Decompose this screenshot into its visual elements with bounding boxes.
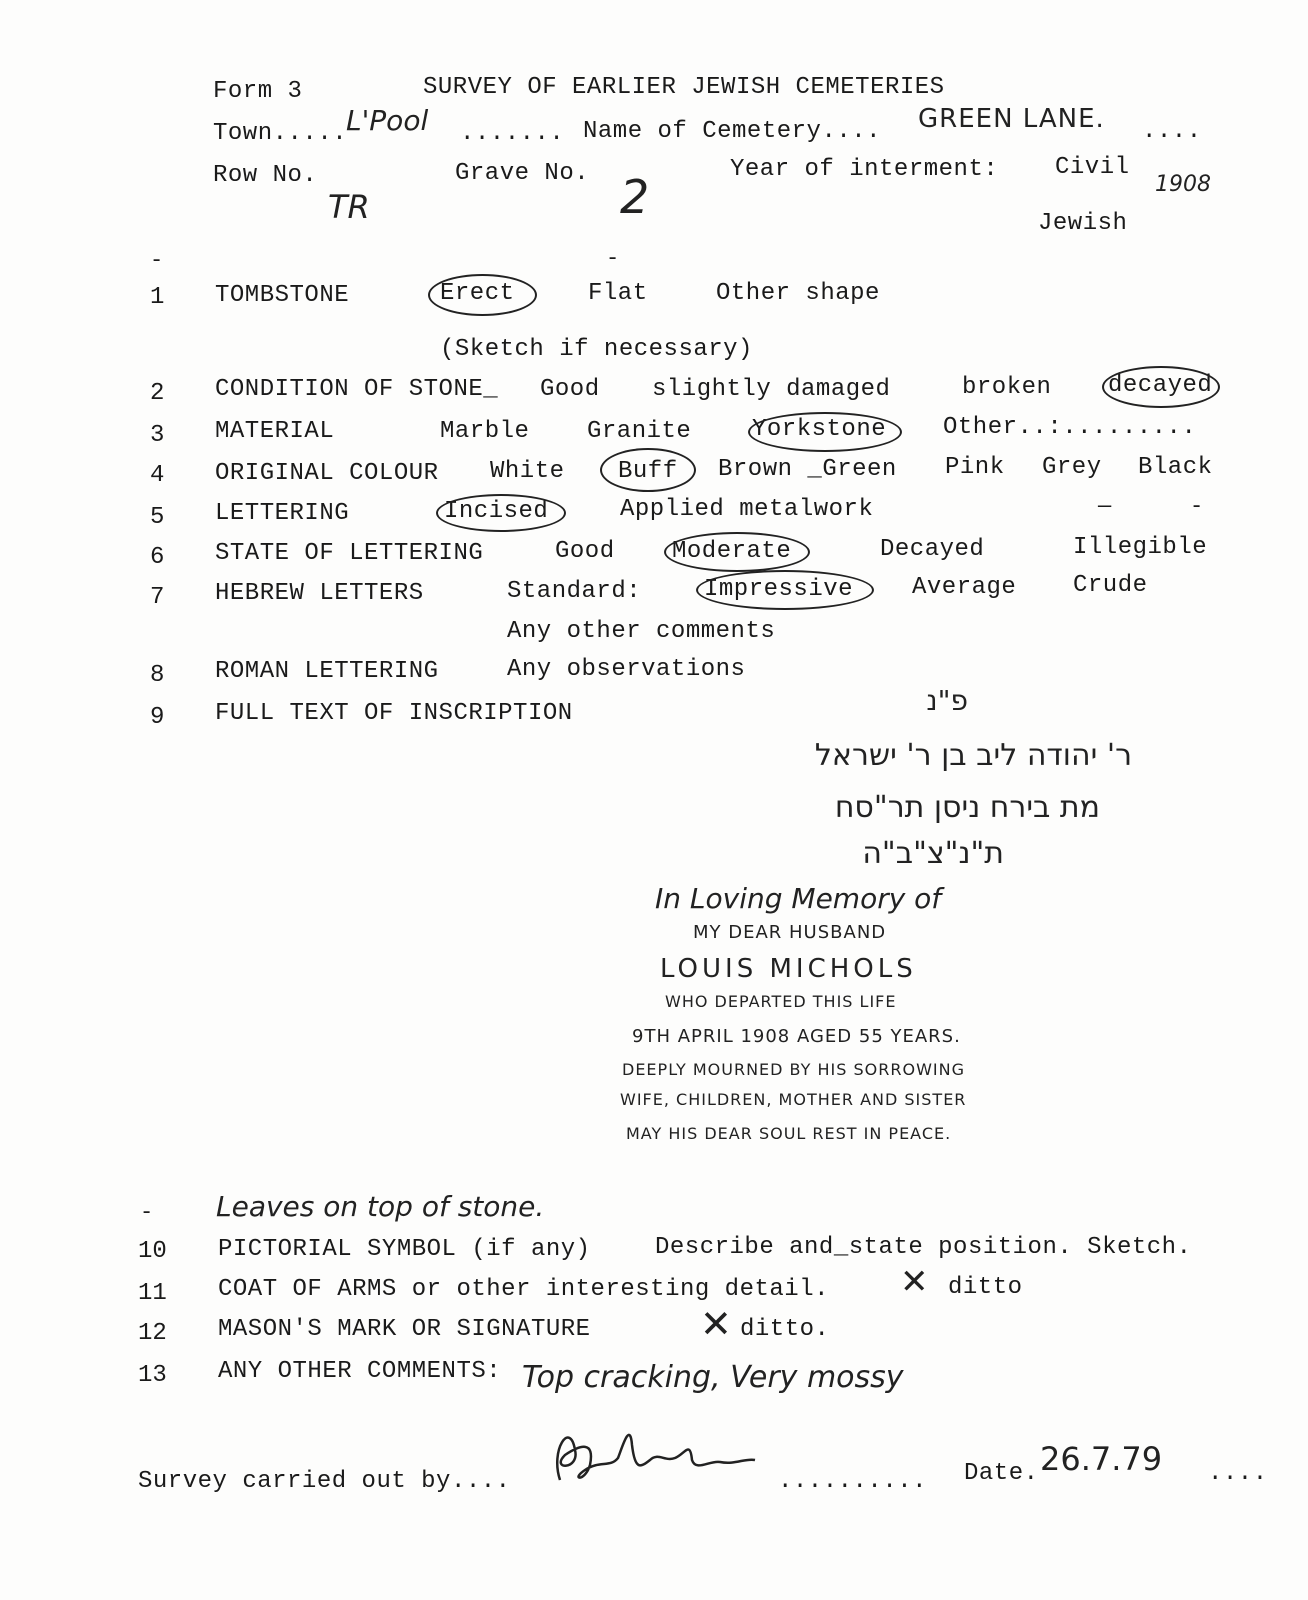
selection-circle [748, 412, 902, 452]
cemetery-label: Name of Cemetery.... [583, 118, 882, 145]
pictorial-symbol-note[interactable]: Leaves on top of stone. [216, 1190, 545, 1223]
cemetery-dots: .... [1142, 118, 1202, 145]
inscription-hebrew-line: מת בירח ניסן תר"סח [834, 790, 1100, 825]
surveyor-dots: .......... [778, 1468, 928, 1495]
selection-circle [428, 274, 537, 316]
town-dots: ....... [460, 120, 565, 147]
broken-option[interactable]: broken [962, 374, 1052, 401]
inscription-hebrew-line: ת"נ"צ"ב"ה [862, 836, 1004, 871]
average-option[interactable]: Average [912, 574, 1017, 601]
civil-label: Civil [1055, 154, 1130, 181]
inscription-hebrew-line: ר' יהודה ליב בן ר' ישראל [814, 738, 1132, 773]
cross-mark: ✕ [700, 1302, 732, 1346]
inscription-english-line: DEEPLY MOURNED BY HIS SORROWING [622, 1060, 965, 1079]
inscription-english-line: In Loving Memory of [655, 882, 942, 915]
jewish-label: Jewish [1038, 210, 1128, 237]
grey-option[interactable]: Grey [1042, 454, 1102, 481]
full-text-label: FULL TEXT OF INSCRIPTION [215, 700, 573, 727]
inscription-english-line: MY DEAR HUSBAND [693, 922, 887, 943]
decayed-lettering-option[interactable]: Decayed [880, 536, 985, 563]
margin-dash: - [606, 246, 620, 271]
margin-dash: - [1190, 494, 1204, 519]
item-number: 5 [150, 504, 165, 531]
inscription-english-line: LOUIS MICHOLS [660, 954, 917, 984]
inscription-english-line: 9TH APRIL 1908 AGED 55 YEARS. [632, 1026, 961, 1047]
other-comments-label: ANY OTHER COMMENTS: [218, 1358, 502, 1385]
roman-lettering-label: ROMAN LETTERING [215, 658, 439, 685]
row-label: Row No. [213, 162, 318, 189]
other-material-option[interactable]: Other..:......... [943, 414, 1197, 441]
masons-mark-ditto: ditto. [740, 1316, 830, 1343]
black-option[interactable]: Black [1138, 454, 1213, 481]
material-label: MATERIAL [215, 418, 335, 445]
white-option[interactable]: White [490, 458, 565, 485]
other-shape-option[interactable]: Other shape [716, 280, 880, 307]
civil-value[interactable]: 1908 [1155, 172, 1211, 197]
cemetery-value[interactable]: GREEN LANE. [918, 104, 1105, 134]
selection-circle [696, 570, 874, 610]
decayed-option[interactable]: decayed [1108, 372, 1213, 399]
granite-option[interactable]: Granite [587, 418, 692, 445]
coat-of-arms-ditto: ditto [948, 1274, 1023, 1301]
tombstone-label: TOMBSTONE [215, 282, 350, 309]
lettering-label: LETTERING [215, 500, 350, 527]
inscription-english-line: WHO DEPARTED THIS LIFE [665, 992, 897, 1011]
sketch-note: (Sketch if necessary) [440, 336, 753, 363]
cross-mark: ✕ [900, 1262, 929, 1302]
illegible-option[interactable]: Illegible [1073, 534, 1208, 561]
inscription-english-line: WIFE, CHILDREN, MOTHER AND SISTER [620, 1090, 967, 1109]
date-dots: .... [1208, 1460, 1268, 1487]
buff-option[interactable]: Buff [618, 458, 678, 485]
state-lettering-label: STATE OF LETTERING [215, 540, 484, 567]
item-number: 6 [150, 544, 165, 571]
date-label: Date. [964, 1460, 1039, 1487]
other-comments-value[interactable]: Top cracking, Very mossy [522, 1360, 904, 1395]
surveyor-signature [540, 1410, 770, 1490]
item-number: 8 [150, 662, 165, 689]
standard-label: Standard: [507, 578, 642, 605]
condition-label: CONDITION OF STONE_ [215, 376, 499, 403]
form-title: SURVEY OF EARLIER JEWISH CEMETERIES [423, 74, 945, 101]
margin-dash: — [1098, 494, 1112, 519]
grave-label: Grave No. [455, 160, 590, 187]
selection-circle [664, 532, 810, 572]
item-number: 1 [150, 284, 165, 311]
town-label: Town..... [213, 120, 348, 147]
grave-value[interactable]: 2 [620, 170, 650, 224]
yorkstone-option[interactable]: Yorkstone [752, 416, 887, 443]
inscription-english-line: MAY HIS DEAR SOUL REST IN PEACE. [626, 1124, 952, 1143]
margin-dash: - [150, 248, 164, 273]
item-number: 9 [150, 704, 165, 731]
good-option[interactable]: Good [540, 376, 600, 403]
good-lettering-option[interactable]: Good [555, 538, 615, 565]
masons-mark-label: MASON'S MARK OR SIGNATURE [218, 1316, 591, 1343]
incised-option[interactable]: Incised [444, 498, 549, 525]
inscription-hebrew-line: פ"נ [926, 684, 968, 717]
coat-of-arms-label: COAT OF ARMS or other interesting detail. [218, 1276, 829, 1303]
year-label: Year of interment: [730, 156, 999, 183]
item-number: 13 [138, 1362, 167, 1389]
row-value[interactable]: TR [328, 188, 370, 226]
margin-dash: - [140, 1200, 154, 1225]
form-number: Form 3 [213, 78, 303, 105]
any-other-comments: Any other comments [507, 618, 776, 645]
selection-circle [436, 494, 566, 532]
hebrew-letters-label: HEBREW LETTERS [215, 580, 424, 607]
item-number: 2 [150, 380, 165, 407]
slightly-damaged-option[interactable]: slightly damaged [652, 376, 891, 403]
marble-option[interactable]: Marble [440, 418, 530, 445]
item-number: 3 [150, 422, 165, 449]
describe-instruction: Describe and_state position. Sketch. [655, 1234, 1192, 1261]
applied-metalwork-option[interactable]: Applied metalwork [620, 496, 874, 523]
item-number: 7 [150, 584, 165, 611]
pink-option[interactable]: Pink [945, 454, 1005, 481]
brown-green-option[interactable]: Brown _Green [718, 456, 897, 483]
moderate-option[interactable]: Moderate [672, 538, 792, 565]
impressive-option[interactable]: Impressive [704, 576, 854, 603]
colour-label: ORIGINAL COLOUR [215, 460, 439, 487]
erect-option[interactable]: Erect [440, 280, 515, 307]
any-observations: Any observations [507, 656, 746, 683]
item-number: 10 [138, 1238, 167, 1265]
surveyor-label: Survey carried out by.... [138, 1468, 511, 1495]
item-number: 12 [138, 1320, 167, 1347]
selection-circle [1102, 366, 1220, 408]
item-number: 4 [150, 462, 165, 489]
date-value[interactable]: 26.7.79 [1040, 1440, 1163, 1478]
town-value[interactable]: L'Pool [346, 104, 429, 137]
selection-circle [600, 448, 696, 492]
pictorial-symbol-label: PICTORIAL SYMBOL (if any) [218, 1236, 591, 1263]
flat-option[interactable]: Flat [588, 280, 648, 307]
item-number: 11 [138, 1280, 167, 1307]
crude-option[interactable]: Crude [1073, 572, 1148, 599]
